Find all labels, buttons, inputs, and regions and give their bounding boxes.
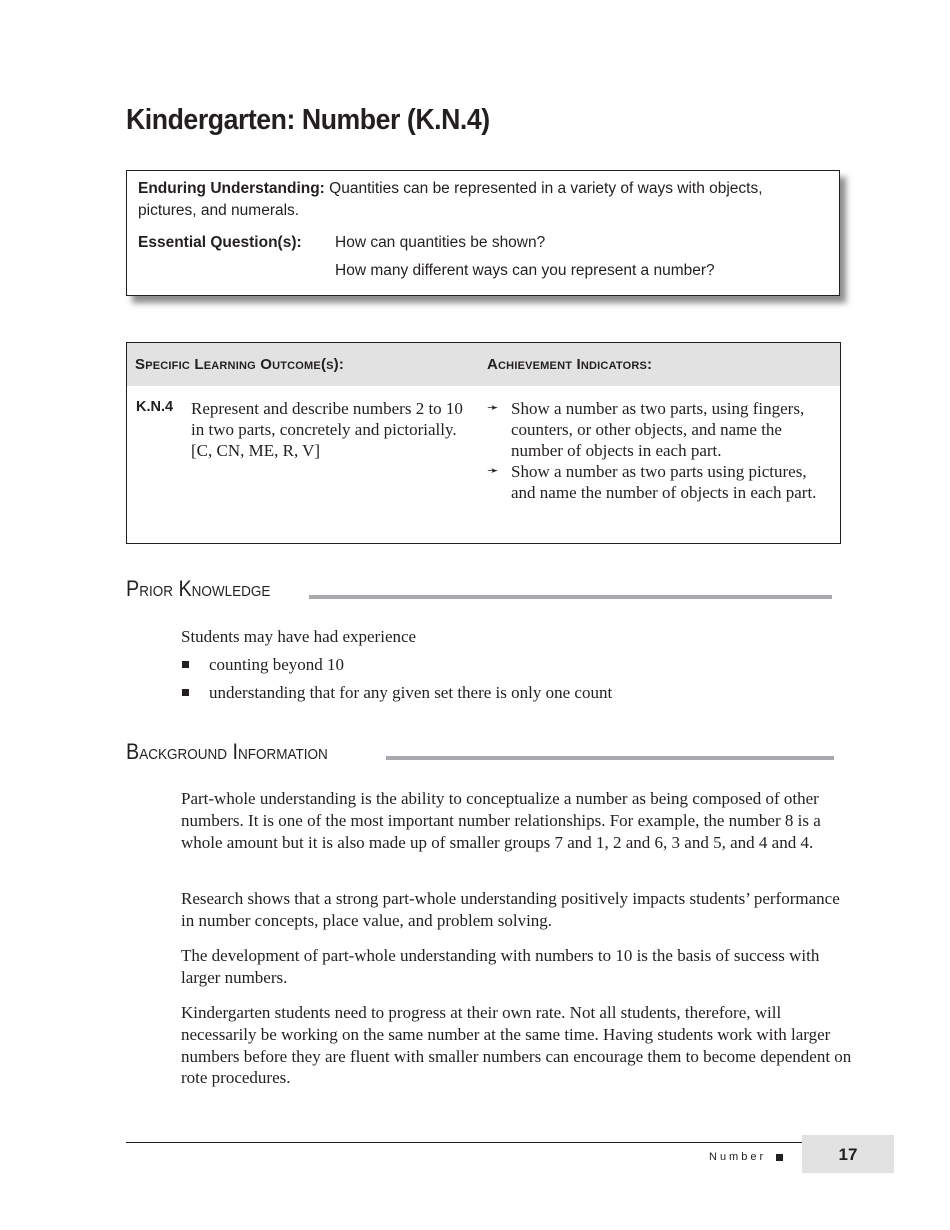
essential-question-1: How can quantities be shown? <box>335 234 546 251</box>
footer-square-icon <box>776 1154 783 1161</box>
essential-question-2: How many different ways can you represent a number? <box>335 262 715 279</box>
background-paragraph: Research shows that a strong part-whole understanding positively impacts students’ performance in number concepts, place value, and problem solving. <box>181 889 840 930</box>
slo-header: Specific Learning Outcome(s): <box>135 356 345 373</box>
learning-outcomes-table <box>126 342 841 544</box>
footer-section-label: Number <box>709 1151 767 1163</box>
background-information-heading: Background Information <box>126 739 328 764</box>
arrow-bullet-icon: ➛ <box>487 464 499 479</box>
achievement-indicator <box>487 461 832 503</box>
prior-knowledge-intro: Students may have had experience <box>181 627 417 646</box>
arrow-bullet-icon: ➛ <box>487 401 499 416</box>
list-item <box>181 679 612 707</box>
indicator-text: Show a number as two parts, using fingers, counters, or other objects, and name the number of objects in each part. <box>511 399 805 460</box>
enduring-understanding-label: Enduring Understanding: <box>138 180 325 197</box>
outcome-processes: [C, CN, ME, R, V] <box>191 441 321 460</box>
achievement-indicators-list <box>487 398 832 503</box>
page-number-box <box>802 1135 894 1173</box>
indicator-text: Show a number as two parts using pictures, and name the number of objects in each part. <box>511 462 817 502</box>
enduring-understanding <box>138 178 818 222</box>
prior-knowledge-heading: Prior Knowledge <box>126 576 271 601</box>
achievement-indicator <box>487 398 832 461</box>
section-rule <box>386 756 834 760</box>
outcome-description <box>191 398 471 461</box>
page-number: 17 <box>838 1145 858 1164</box>
list-item-text: understanding that for any given set there is only one count <box>209 683 613 702</box>
background-paragraph: Kindergarten students need to progress at their own rate. Not all students, therefore, will necessarily be working on the same number at the same time. Having students work with larger numbers before they are fluent with smaller numbers can encourage them to become dependent on rote procedures. <box>181 1003 852 1088</box>
essential-questions-label: Essential Question(s): <box>138 234 302 251</box>
prior-knowledge-list <box>181 651 612 707</box>
section-rule <box>309 595 832 599</box>
enduring-understanding-text: Quantities can be represented in a variety of ways with objects, pictures, and numerals. <box>138 180 763 219</box>
outcome-description-text: Represent and describe numbers 2 to 10 in two parts, concretely and pictorially. <box>191 399 463 439</box>
enduring-understanding-box <box>126 170 840 296</box>
table-header-row <box>127 343 840 386</box>
list-item <box>181 651 612 679</box>
square-bullet-icon <box>182 689 189 696</box>
outcome-code: K.N.4 <box>136 399 174 415</box>
achievement-indicators-header: Achievement Indicators: <box>487 356 653 373</box>
background-paragraph: The development of part-whole understanding with numbers to 10 is the basis of success with larger numbers. <box>181 946 820 987</box>
footer-rule <box>126 1142 802 1143</box>
page-title: Kindergarten: Number (K.N.4) <box>126 104 490 136</box>
list-item-text: counting beyond 10 <box>209 655 345 674</box>
square-bullet-icon <box>182 661 189 668</box>
background-paragraph: Part-whole understanding is the ability to conceptualize a number as being composed of other numbers. It is one of the most important number relationships. For example, the number 8 is a whole amount but it is also made up of smaller groups 7 and 1, 2 and 6, 3 and 5, and 4 and 4. <box>181 789 821 852</box>
